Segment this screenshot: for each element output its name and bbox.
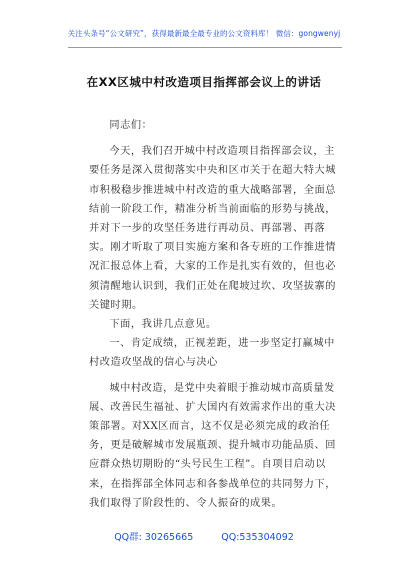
header-divider xyxy=(68,47,342,48)
paragraph-section-1: 城中村改造，是党中央着眼于推动城市高质量发展、改善民生福祉、扩大国内有效需求作出的重大决策部署。对XX区而言，这不仅是必须完成的政治任务，更是破解城市发展瓶颈、提升城市功能品质、回应群众热切期盼的“头号民生工程”。自项目启动以来，在指挥部全体同志和各参战单位的共同努力下，我们取得了阶段性的、令人振奋的成果。 xyxy=(89,382,336,509)
paragraph-transition: 下面，我讲几点意见。 xyxy=(109,319,217,331)
paragraph-opening: 今天，我们召开城中村改造项目指挥部会议，主要任务是深入贯彻落实中央和区市关于在超大特大城市积极稳步推进城中村改造的重大战略部署，全面总结前一阶段工作，精准分析当前面临的形势与挑战，并对下一步的攻坚任务进行再动员、再部署、再落实。刚才听取了项目实施方案和各专班的工作推进情况汇报总体上看，大家的工作是扎实有效的，但也必须清醒地认识到，我们正处在爬坡过坎、攻坚拔寨的关键时期。 xyxy=(89,146,336,311)
footer-contact xyxy=(0,529,408,543)
footer-qq-group: QQ群: 30265665 xyxy=(114,532,194,543)
header-banner: 关注头条号“公文研究”，获得最新最全最专业的公文资料库！ 微信：gongwenyj xyxy=(67,29,341,38)
document-body xyxy=(89,116,337,513)
salutation: 同志们： xyxy=(109,120,153,131)
footer-qq: QQ:535304092 xyxy=(221,532,294,543)
section-heading-1: 一、肯定成绩，正视差距，进一步坚定打赢城中村改造攻坚战的信心与决心 xyxy=(89,338,335,369)
document-title: 在XX区城中村改造项目指挥部会议上的讲话 xyxy=(86,75,322,89)
